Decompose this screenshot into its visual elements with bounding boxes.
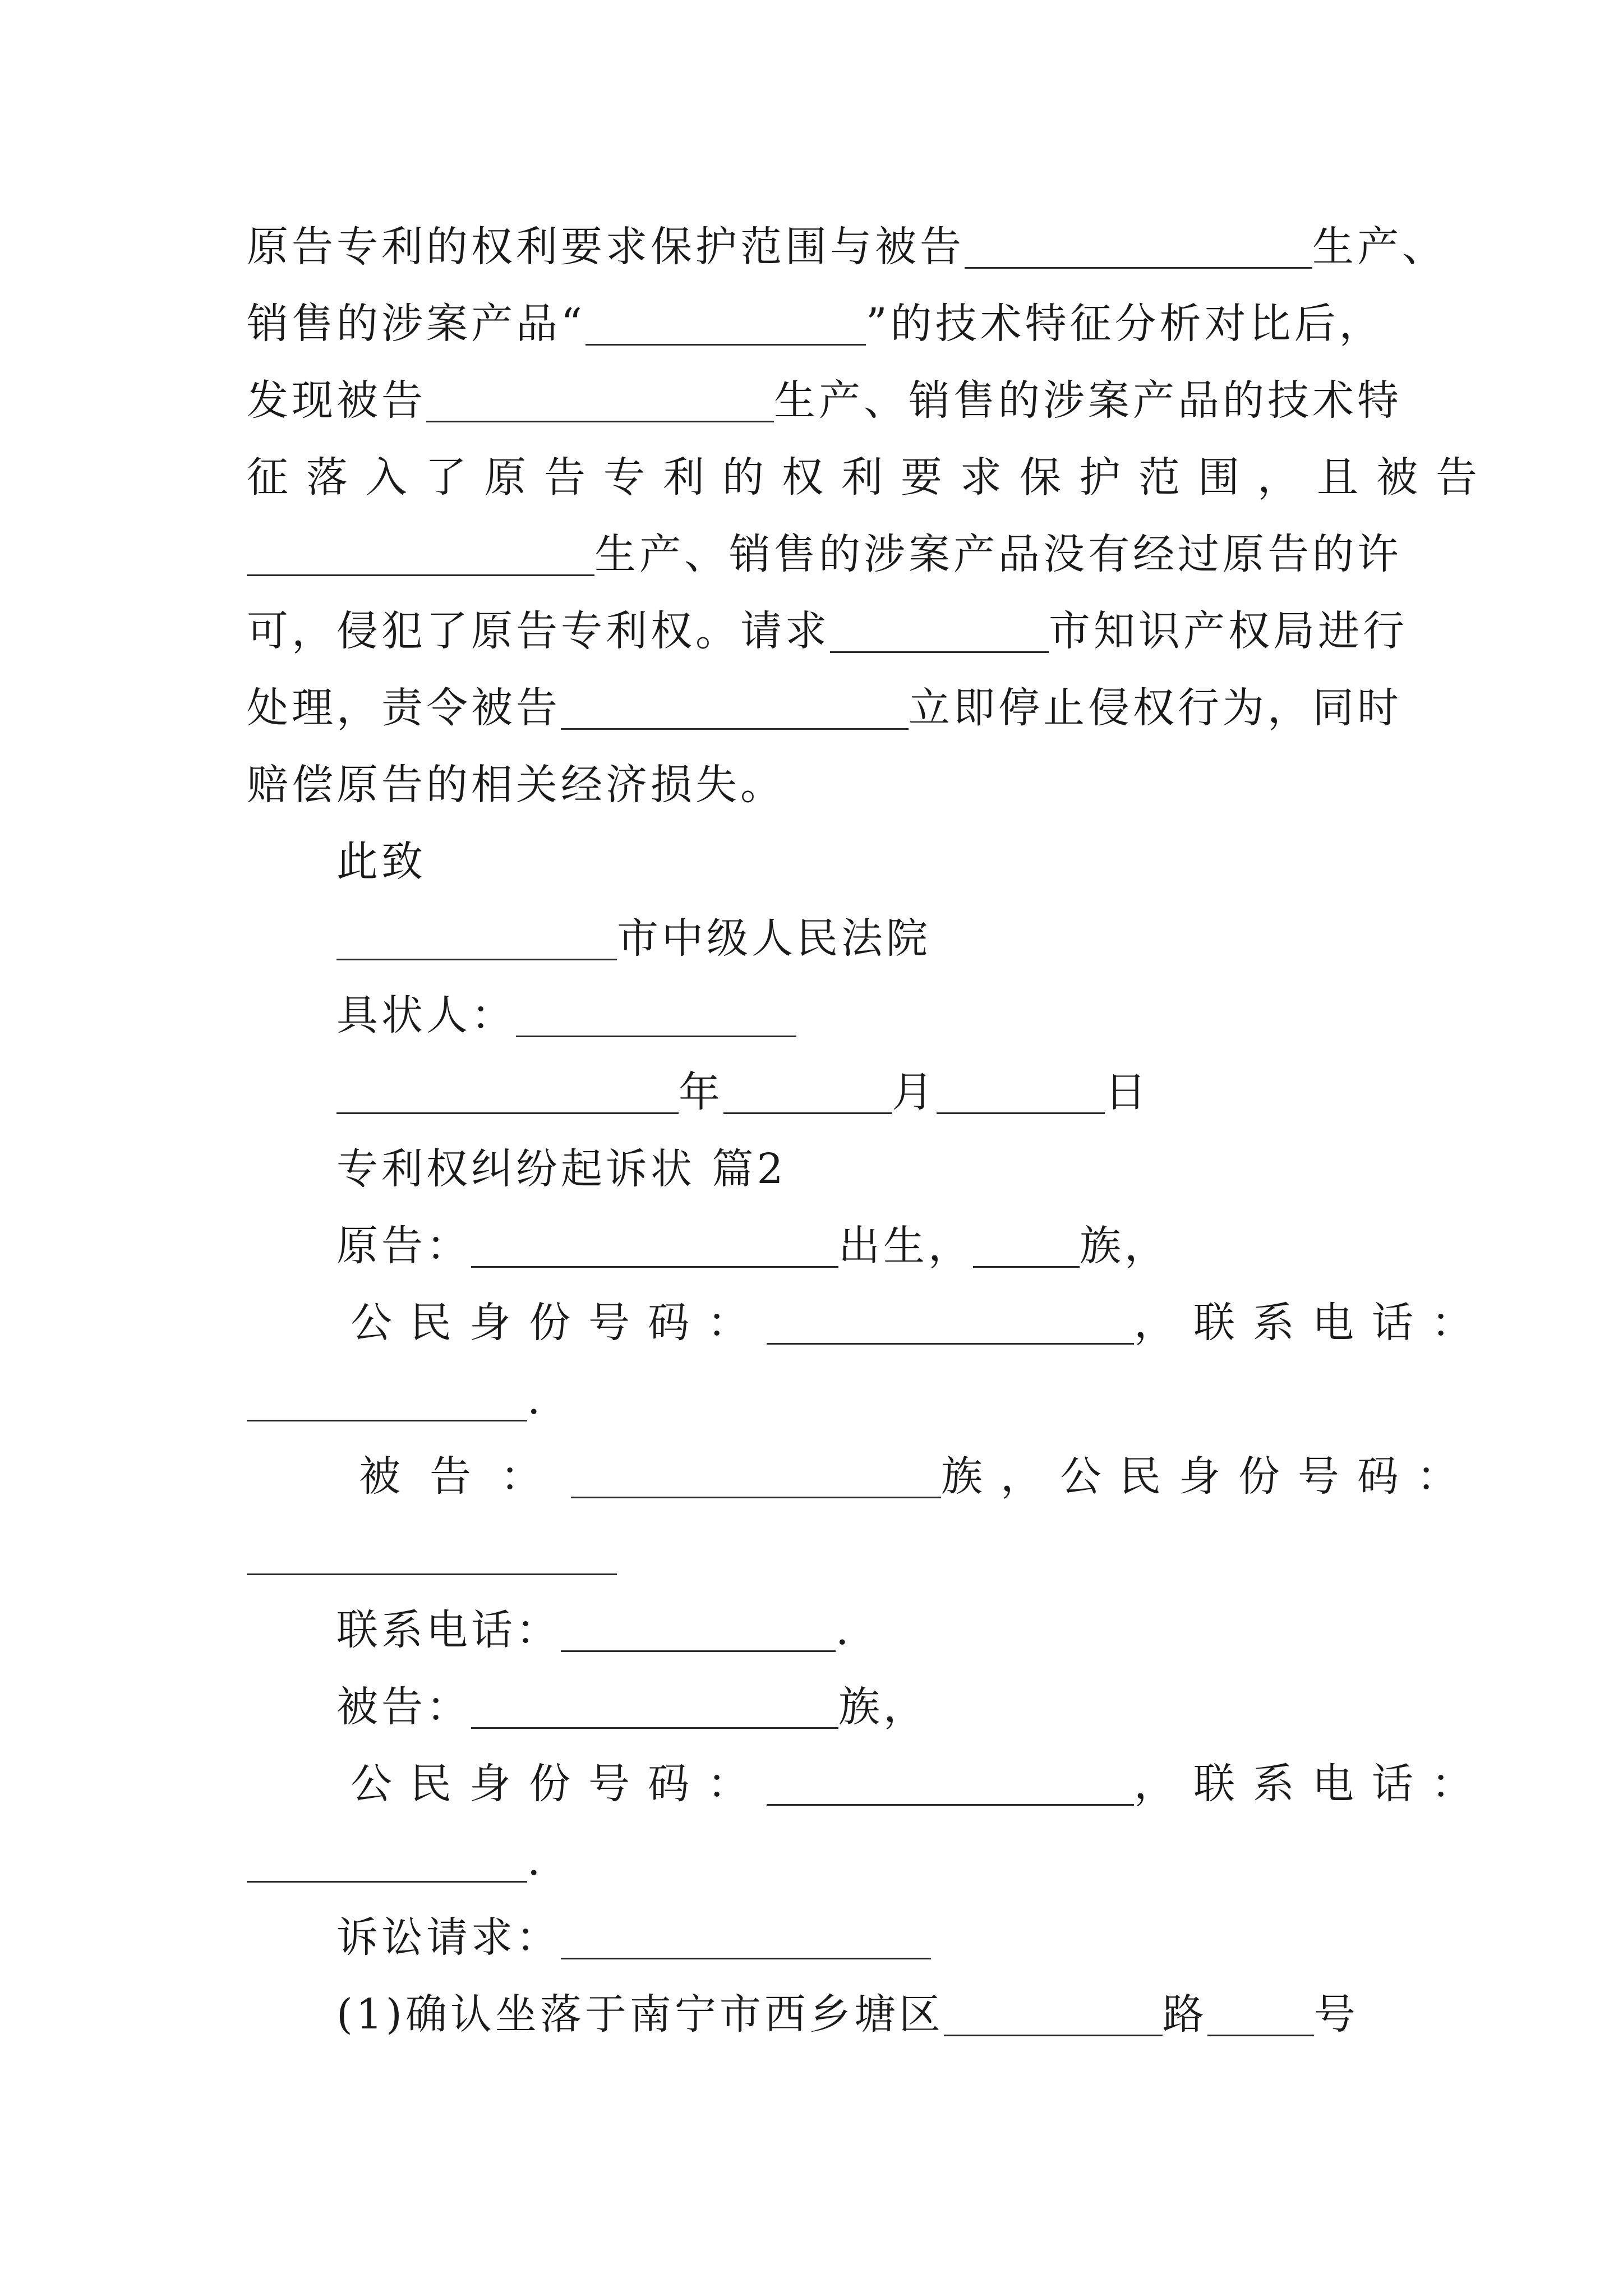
blank-field[interactable] [247, 1525, 617, 1575]
blank-field[interactable] [471, 1679, 838, 1729]
text: 公民身份号码： [351, 1760, 767, 1808]
text: 诉讼请求： [336, 1913, 561, 1962]
text: 路 [1162, 1990, 1207, 2039]
text: . [527, 1837, 544, 1885]
defendant1-phone-line [336, 1602, 852, 1658]
text: 原告： [336, 1222, 471, 1270]
paragraph-line-1 [247, 219, 1447, 275]
paragraph-line-7 [247, 680, 1402, 736]
blank-field[interactable] [516, 987, 796, 1037]
text: 立即停止侵权行为，同时 [909, 684, 1402, 732]
blank-field[interactable] [1207, 1986, 1314, 2036]
blank-field[interactable] [471, 1218, 838, 1268]
defendant2-phone-line [247, 1833, 544, 1889]
text: 处理，责令被告 [247, 684, 561, 732]
text: . [836, 1606, 852, 1654]
claims-line [336, 1910, 931, 1966]
blank-field[interactable] [247, 1372, 527, 1421]
defendant1-id-line [247, 1525, 617, 1581]
text: 族， [1080, 1222, 1169, 1270]
blank-field[interactable] [830, 603, 1049, 653]
paragraph-line-4 [247, 449, 1495, 505]
text: 生产、销售的涉案产品没有经过原告的许 [594, 530, 1402, 578]
text: 赔偿原告的相关经济损失。 [247, 761, 785, 809]
text: 此致 [336, 838, 426, 886]
paragraph-line-5 [247, 526, 1402, 582]
text: ”的技术特征分析对比后， [865, 300, 1384, 348]
defendant1-line [359, 1448, 1476, 1504]
blank-field[interactable] [944, 1986, 1163, 2036]
text: 生产、 [1312, 223, 1447, 271]
text: . [527, 1375, 544, 1424]
text: 市知识产权局进行 [1049, 607, 1408, 655]
claim-item-1 [336, 1986, 1359, 2042]
blank-field[interactable] [723, 1064, 892, 1114]
text: 原告专利的权利要求保护范围与被告 [247, 223, 965, 271]
blank-field[interactable] [561, 680, 909, 730]
blank-field[interactable] [965, 219, 1312, 269]
text: 年 [679, 1068, 723, 1116]
plaintiff-phone-line [247, 1372, 544, 1428]
text: 专利权纠纷起诉状 篇2 [336, 1145, 787, 1193]
text: 被告： [359, 1452, 571, 1501]
blank-field[interactable] [767, 1756, 1134, 1806]
paragraph-line-2 [247, 296, 1384, 352]
blank-field[interactable] [426, 372, 774, 422]
plaintiff-id-line [351, 1295, 1491, 1351]
paragraph-line-6 [247, 603, 1408, 659]
text: 可，侵犯了原告专利权。请求 [247, 607, 830, 655]
blank-field[interactable] [973, 1218, 1080, 1268]
paragraph-line-8 [247, 757, 785, 813]
text: 市中级人民法院 [617, 914, 931, 963]
text: 具状人： [336, 991, 516, 1039]
text: (1)确认坐落于南宁市西乡塘区 [336, 1990, 944, 2039]
salutation [336, 834, 426, 890]
text: 月 [892, 1068, 937, 1116]
text: 被告： [336, 1683, 471, 1731]
text: 日 [1105, 1068, 1150, 1116]
text: 销售的涉案产品“ [247, 300, 585, 348]
text: 生产、销售的涉案产品的技术特 [774, 376, 1402, 425]
defendant2-id-line [351, 1756, 1491, 1812]
defendant2-line [336, 1679, 928, 1735]
text: 发现被告 [247, 376, 426, 425]
blank-field[interactable] [585, 296, 866, 346]
blank-field[interactable] [336, 1064, 679, 1114]
blank-field[interactable] [561, 1602, 836, 1652]
text: 出生， [838, 1222, 973, 1270]
text: 族， [838, 1683, 928, 1731]
text: ，联系电话： [1134, 1299, 1491, 1347]
text: 号 [1313, 1990, 1359, 2039]
paragraph-line-3 [247, 372, 1402, 429]
blank-field[interactable] [937, 1064, 1105, 1114]
blank-field[interactable] [247, 526, 594, 576]
blank-field[interactable] [571, 1448, 941, 1498]
signer-line [336, 987, 796, 1043]
blank-field[interactable] [767, 1295, 1134, 1345]
date-line [336, 1064, 1150, 1120]
text: 联系电话： [336, 1606, 561, 1654]
text: 族，公民身份号码： [941, 1452, 1476, 1501]
text: ，联系电话： [1134, 1760, 1491, 1808]
text: 公民身份号码： [351, 1299, 767, 1347]
blank-field[interactable] [336, 910, 617, 960]
plaintiff-line [336, 1218, 1169, 1274]
text: 征落入了原告专利的权利要求保护范围，且被告 [247, 453, 1495, 501]
section-title [336, 1141, 787, 1197]
blank-field[interactable] [247, 1833, 527, 1883]
court-line [336, 910, 931, 967]
blank-field[interactable] [561, 1910, 931, 1959]
